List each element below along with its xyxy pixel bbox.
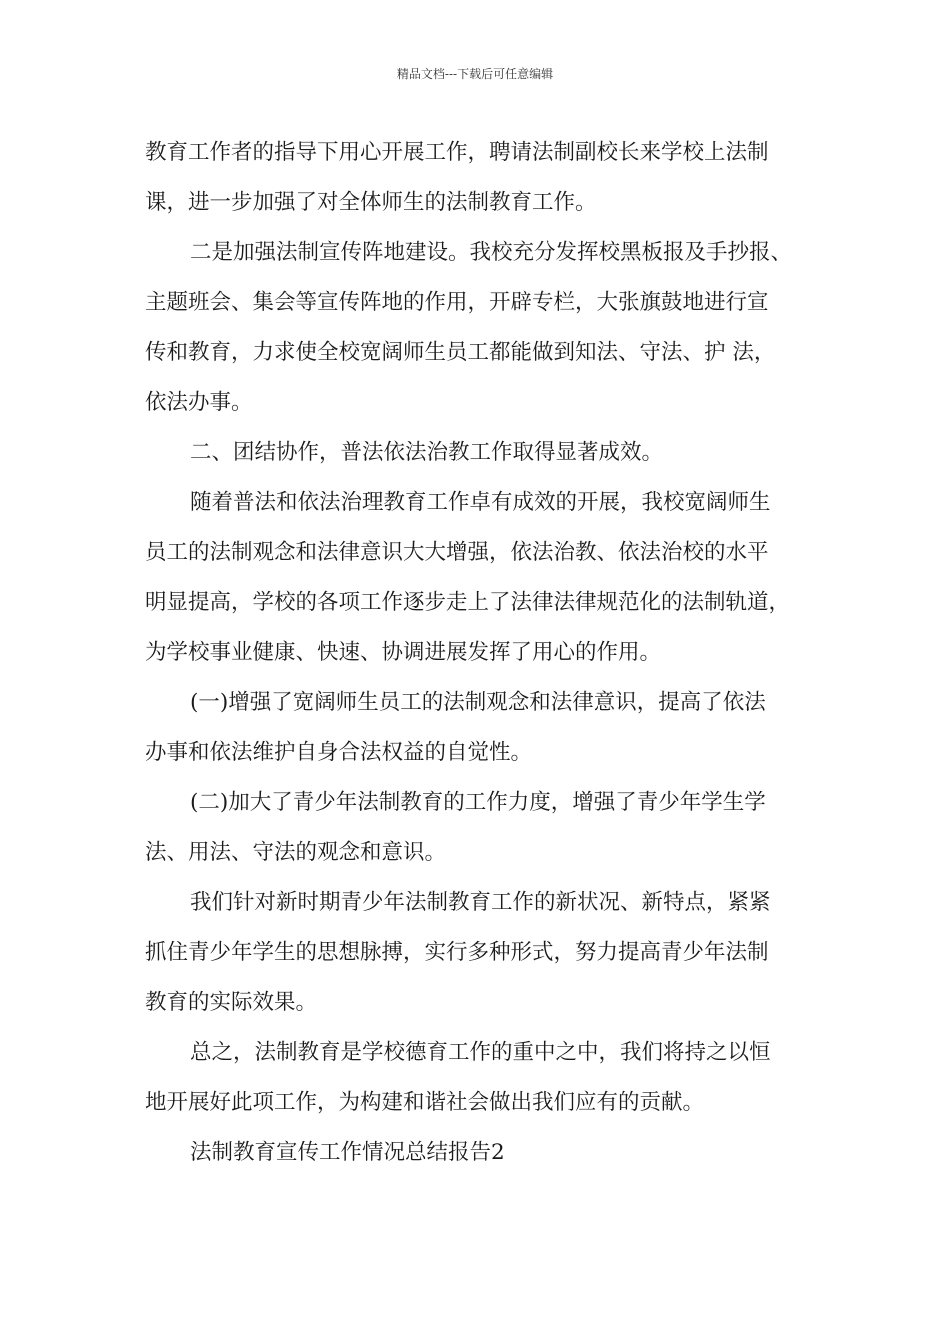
text-line: 随着普法和依法治理教育工作卓有成效的开展，我校宽阔师生 [190,490,771,515]
document-body [145,128,825,1178]
text-line: 传和教育，力求使全校宽阔师生员工都能做到知法、守法、护 法， [145,340,776,365]
text-line: 依法办事。 [145,390,253,415]
text-line: 课，进一步加强了对全体师生的法制教育工作。 [145,190,597,215]
text-line: 总之，法制教育是学校德育工作的重中之中，我们将持之以恒 [190,1040,771,1065]
text-line: (二)加大了青少年法制教育的工作力度，增强了青少年学生学 [190,790,766,815]
text-line: 明显提高，学校的各项工作逐步走上了法律法律规范化的法制轨道， [145,590,791,615]
text-line: 员工的法制观念和法律意识大大增强，依法治教、依法治校的水平 [145,540,769,565]
text-line: 教育工作者的指导下用心开展工作，聘请法制副校长来学校上法制 [145,140,769,165]
text-line: 教育的实际效果。 [145,990,318,1015]
text-line: 二是加强法制宣传阵地建设。我校充分发挥校黑板报及手抄报、 [190,240,793,265]
text-line: (一)增强了宽阔师生员工的法制观念和法律意识，提高了依法 [190,690,766,715]
text-line: 抓住青少年学生的思想脉搏，实行多种形式，努力提高青少年法制 [145,940,769,965]
page-header: 精品文档---下载后可任意编辑 [396,67,554,81]
text-line: 为学校事业健康、快速、协调进展发挥了用心的作用。 [145,640,662,665]
text-line: 我们针对新时期青少年法制教育工作的新状况、新特点，紧紧 [190,890,771,915]
section-heading: 二、团结协作，普法依法治教工作取得显著成效。 [190,440,664,465]
text-line: 法、用法、守法的观念和意识。 [145,840,447,865]
text-line: 主题班会、集会等宣传阵地的作用，开辟专栏，大张旗鼓地进行宣 [145,290,769,315]
report-title: 法制教育宣传工作情况总结报告2 [190,1140,505,1165]
text-line: 办事和依法维护自身合法权益的自觉性。 [145,740,533,765]
text-line: 地开展好此项工作，为构建和谐社会做出我们应有的贡献。 [145,1090,705,1115]
